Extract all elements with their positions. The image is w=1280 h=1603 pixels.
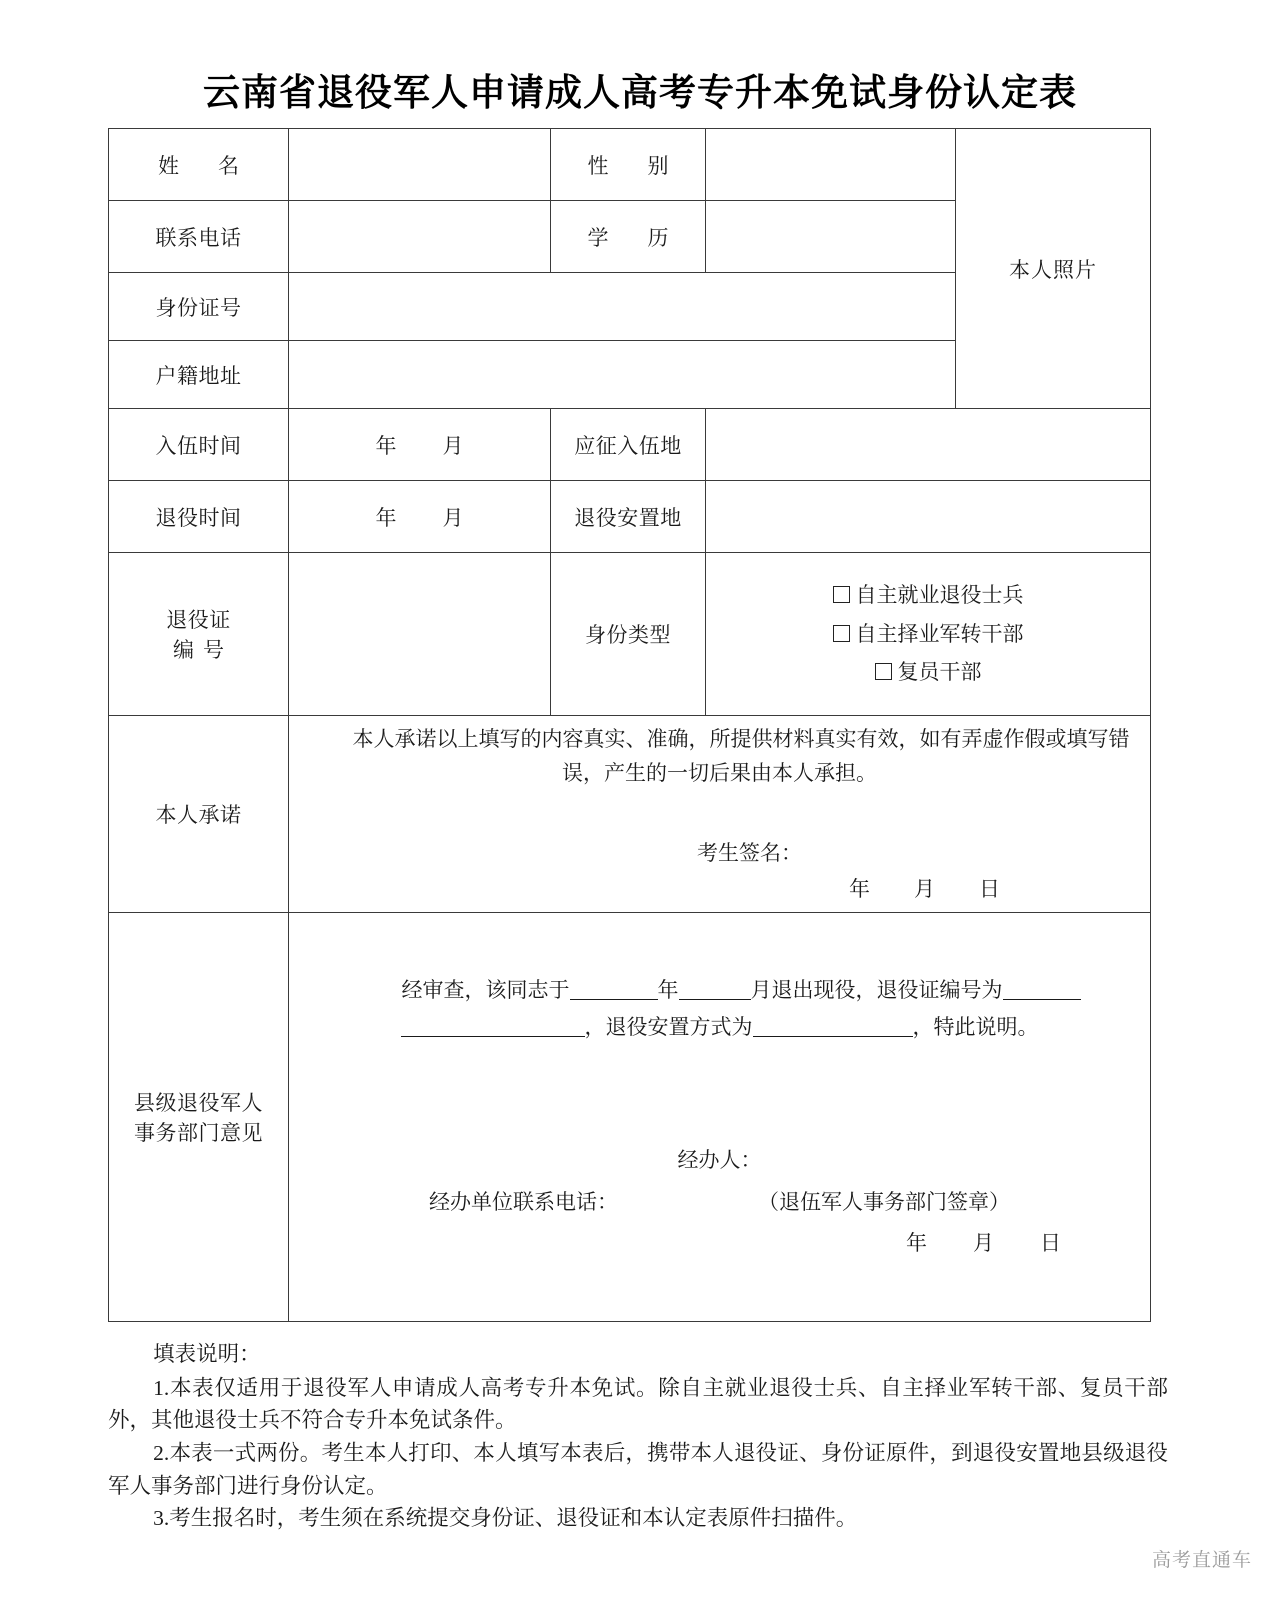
opinion-date-day-label: 日 xyxy=(1040,1231,1061,1256)
table-row-discharge xyxy=(109,481,1151,553)
enlist-month-label: 月 xyxy=(442,433,464,458)
opinion-cert-blank-a[interactable] xyxy=(1003,999,1081,1000)
discharge-month-label: 月 xyxy=(442,505,464,530)
label-enlist-place: 应征入伍地 xyxy=(551,409,706,481)
field-household-address-value[interactable] xyxy=(289,341,956,409)
form-instructions xyxy=(108,1338,1168,1535)
opinion-statement-line1 xyxy=(289,972,1150,1009)
table-row-identity-type xyxy=(109,553,1151,716)
label-id-number: 身份证号 xyxy=(109,273,289,341)
label-household-address: 户籍地址 xyxy=(109,341,289,409)
instructions-heading: 填表说明： xyxy=(153,1342,261,1366)
identity-verification-table xyxy=(108,128,1151,1322)
table-row-enlist xyxy=(109,409,1151,481)
field-education-value[interactable] xyxy=(706,201,956,273)
instruction-item-2: 2.本表一式两份。考生本人打印、本人填写本表后，携带本人退役证、身份证原件，到退役安置地县级退役军人事务部门进行身份认定。 xyxy=(108,1441,1168,1498)
identity-type-option-1[interactable] xyxy=(706,615,1150,654)
label-personal-commitment: 本人承诺 xyxy=(109,716,289,913)
photo-placeholder[interactable]: 本人照片 xyxy=(956,129,1151,409)
opinion-date-year-label: 年 xyxy=(906,1231,927,1256)
label-enlist-time: 入伍时间 xyxy=(109,409,289,481)
opinion-statement-line2 xyxy=(289,1009,1150,1046)
field-discharge-cert-no-value[interactable] xyxy=(289,553,551,716)
commitment-text: 本人承诺以上填写的内容真实、准确，所提供材料真实有效，如有弄虚作假或填写错误，产生的一切后果由本人承担。 xyxy=(352,726,1130,785)
label-discharge-time: 退役时间 xyxy=(109,481,289,553)
label-name: 姓 名 xyxy=(109,129,289,201)
opinion-month-blank[interactable] xyxy=(679,999,751,1000)
identity-type-options xyxy=(706,553,1151,716)
field-name-value[interactable] xyxy=(289,129,551,201)
commitment-block xyxy=(289,716,1151,913)
field-resettle-place-value[interactable] xyxy=(706,481,1151,553)
identity-type-option-2-label: 复员干部 xyxy=(897,660,982,685)
opinion-text-part1: 经审查，该同志于 xyxy=(401,978,570,1003)
identity-type-option-1-label: 自主择业军转干部 xyxy=(855,621,1024,646)
opinion-phone-label[interactable]: 经办单位联系电话： xyxy=(429,1190,618,1215)
checkbox-icon[interactable] xyxy=(833,586,850,603)
opinion-text-part3: ，退役安置方式为 xyxy=(584,1014,753,1039)
table-row-county-opinion xyxy=(109,913,1151,1322)
candidate-signature-date[interactable] xyxy=(289,872,1150,906)
watermark-label: 高考直通车 xyxy=(1151,1550,1252,1571)
opinion-seal-label: （退伍军人事务部门签章） xyxy=(758,1190,1010,1215)
checkbox-icon[interactable] xyxy=(875,663,892,680)
sign-day-label: 日 xyxy=(979,877,1000,902)
label-discharge-cert-no-line1: 退役证 xyxy=(166,608,231,632)
field-gender-value[interactable] xyxy=(706,129,956,201)
label-county-opinion-line2: 事务部门意见 xyxy=(134,1121,263,1145)
identity-type-option-0[interactable] xyxy=(706,576,1150,615)
label-discharge-cert-no xyxy=(109,553,289,716)
page-title: 云南省退役军人申请成人高考专升本免试身份认定表 xyxy=(203,72,1077,113)
instruction-item-1: 1.本表仅适用于退役军人申请成人高考专升本免试。除自主就业退役士兵、自主择业军转干部、复员干部外，其他退役士兵不符合专升本免试条件。 xyxy=(108,1375,1168,1433)
field-phone-value[interactable] xyxy=(289,201,551,273)
opinion-text-part4: ，特此说明。 xyxy=(912,1014,1039,1039)
label-county-opinion-line1: 县级退役军人 xyxy=(134,1091,263,1115)
label-gender: 性 别 xyxy=(551,129,706,201)
field-discharge-time-value[interactable] xyxy=(289,481,551,553)
opinion-date-month-label: 月 xyxy=(973,1231,994,1256)
opinion-year-label: 年 xyxy=(657,978,679,1003)
county-opinion-block xyxy=(289,913,1151,1322)
discharge-year-label: 年 xyxy=(375,505,397,530)
label-county-opinion xyxy=(109,913,289,1322)
identity-type-option-0-label: 自主就业退役士兵 xyxy=(855,582,1024,607)
opinion-text-part2: 月退出现役，退役证编号为 xyxy=(750,978,1003,1003)
label-phone: 联系电话 xyxy=(109,201,289,273)
sign-month-label: 月 xyxy=(914,877,935,902)
field-id-number-value[interactable] xyxy=(289,273,956,341)
label-education: 学 历 xyxy=(551,201,706,273)
opinion-resettle-way-blank[interactable] xyxy=(753,1036,913,1037)
table-row-name xyxy=(109,129,1151,201)
label-discharge-cert-no-line2: 编号 xyxy=(173,638,233,662)
candidate-signature-label[interactable]: 考生签名： xyxy=(697,841,802,865)
enlist-year-label: 年 xyxy=(375,433,397,458)
sign-year-label: 年 xyxy=(849,877,870,902)
table-row-commitment xyxy=(109,716,1151,913)
opinion-phone-row xyxy=(289,1184,1150,1221)
identity-type-option-2[interactable] xyxy=(706,653,1150,692)
label-identity-type: 身份类型 xyxy=(551,553,706,716)
opinion-officer-label[interactable]: 经办人： xyxy=(677,1147,762,1172)
field-enlist-place-value[interactable] xyxy=(706,409,1151,481)
opinion-cert-blank-b[interactable] xyxy=(401,1036,585,1037)
opinion-year-blank[interactable] xyxy=(570,999,658,1000)
instruction-item-3: 3.考生报名时，考生须在系统提交身份证、退役证和本认定表原件扫描件。 xyxy=(153,1506,858,1531)
field-enlist-time-value[interactable] xyxy=(289,409,551,481)
label-resettle-place: 退役安置地 xyxy=(551,481,706,553)
checkbox-icon[interactable] xyxy=(833,625,850,642)
opinion-date-row[interactable] xyxy=(289,1225,1150,1262)
